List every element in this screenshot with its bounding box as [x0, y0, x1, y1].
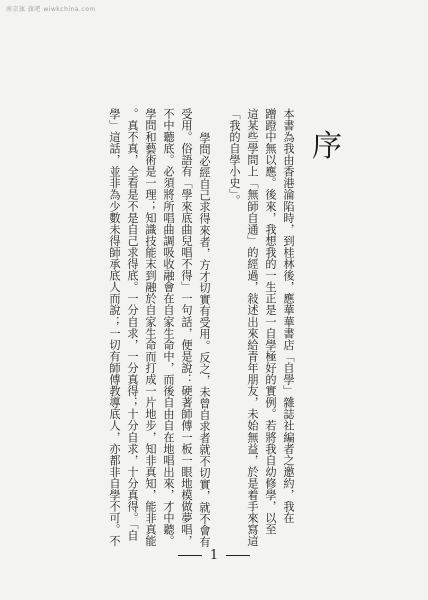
watermark-stamp: 南京旗 旗吧 wiwkchina.com	[6, 6, 96, 13]
folio-dash-right	[226, 555, 250, 556]
page-number	[0, 548, 428, 563]
text-column: 學」這話，並非為少數未得師承底人而說；一切有師傅教導底人，亦都非自學不可。不	[108, 108, 121, 547]
text-column: 不中聽底。必須將所唱曲調吸收融會在自家生命中，而後自由自在地唱出來，才中聽。	[162, 108, 175, 547]
text-column: 。真不真，全看是不是自己求得底。一分自求，一分真得；十分自求，十分真得。「自	[126, 108, 139, 542]
page-number-text: 1	[209, 548, 219, 563]
section-heading: 序	[312, 129, 342, 164]
text-column: 受用。俗語有「學來底曲兒唱不得」一句話，便是說：硬著師傅一板一眼地模做夢唱，	[180, 108, 193, 547]
text-column: 這某些學問上「無師自通」的經過，敍述出來給青年朋友，未始無益，於是着手來寫這	[246, 108, 259, 547]
text-column: 學問和藝術是一理；知識技能末到融於自家生命而打成一片地步，知非真知，能非真能	[144, 108, 157, 547]
text-column: 學問必經自己求得來者，方才切實有受用。反之，未曾自求者就不切實，就不會有	[198, 132, 211, 548]
text-column: 蹭蹬中無以應。後來，我想我的一生正是一自學極好的實例。若將我自幼修學，以至	[264, 108, 277, 536]
text-column: 本書為我由香港淪陷時，到桂林後，應華華書店「自學」雜誌社編者之邀約，我在	[282, 108, 295, 524]
text-column: 「我的自學小史」。	[228, 108, 241, 207]
folio-dash-left	[178, 555, 202, 556]
